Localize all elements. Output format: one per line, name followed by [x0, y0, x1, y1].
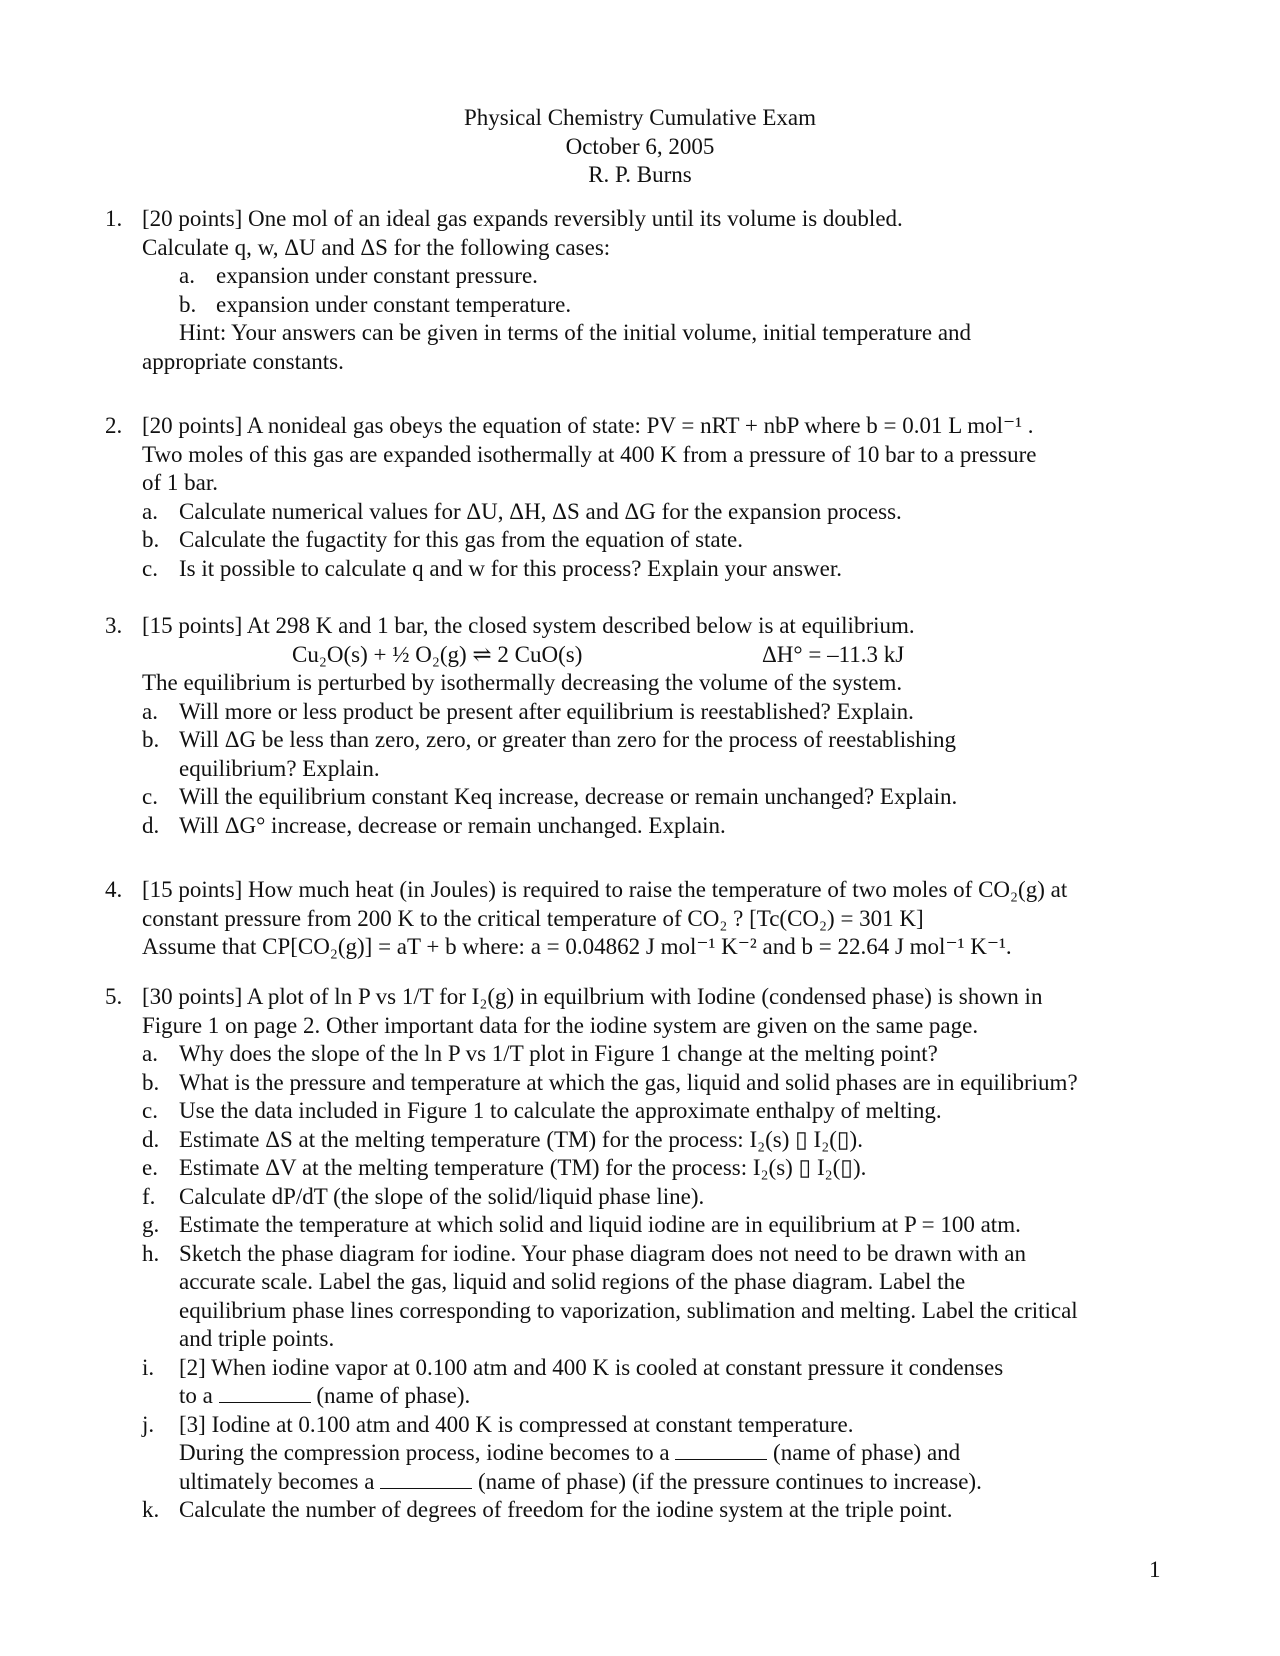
reaction-equation: [142, 641, 1195, 670]
question-text: The equilibrium is perturbed by isothermally decreasing the volume of the system.: [142, 670, 903, 695]
subquestion-j: j. [3] Iodine at 0.100 atm and 400 K is compressed at constant temperature.: [142, 1411, 854, 1437]
subquestion-g: g. Estimate the temperature at which solid and liquid iodine are in equilibrium at P = 100 atm.: [142, 1212, 1021, 1237]
subquestion-j-cont: During the compression process, iodine becomes to a (name of phase) and: [179, 1440, 961, 1465]
subquestion-c: c. Will the equilibrium constant Keq increase, decrease or remain unchanged? Explain.: [142, 784, 958, 809]
question-number: 1.: [105, 206, 123, 231]
subquestion-a: a. Will more or less product be present after equilibrium is reestablished? Explain.: [142, 698, 914, 724]
question-3: [105, 612, 1195, 840]
question-text: constant pressure from 200 K to the critical temperature of CO₂ ? [Tc(CO₂) = 301 K]: [142, 905, 924, 931]
exam-title: Physical Chemistry Cumulative Exam: [464, 105, 816, 130]
subquestion-h-cont: accurate scale. Label the gas, liquid and solid regions of the phase diagram. Label the: [179, 1269, 966, 1294]
subquestion-j-cont: ultimately becomes a (name of phase) (if the pressure continues to increase).: [179, 1468, 982, 1494]
subquestion-c: c. Is it possible to calculate q and w for this process? Explain your answer.: [142, 555, 843, 581]
equation-left: Cu₂O(s) + ½ O₂(g) ⇌ 2 CuO(s): [292, 641, 583, 667]
question-text: Assume that CP[CO₂(g)] = aT + b where: a = 0.04862 J mol⁻¹ K⁻² and b = 22.64 J mol⁻¹ K⁻¹.: [142, 934, 1012, 959]
subquestion-b: b. Will ΔG be less than zero, zero, or greater than zero for the process of reestablishing: [142, 727, 957, 752]
question-4: [105, 876, 1195, 962]
subquestion-i: i. [2] When iodine vapor at 0.100 atm and 400 K is cooled at constant pressure it condenses: [142, 1354, 1004, 1380]
exam-header: [0, 104, 1280, 190]
subquestion-a: a. Calculate numerical values for ΔU, ΔH, ΔS and ΔG for the expansion process.: [142, 498, 902, 524]
subquestion-d: d. Estimate ΔS at the melting temperature (TM) for the process: I₂(s) ▯ I₂(▯).: [142, 1126, 863, 1152]
question-text: Two moles of this gas are expanded isothermally at 400 K from a pressure of 10 bar to a pressure: [142, 441, 1037, 467]
question-5: [105, 983, 1195, 1525]
question-text: [20 points] One mol of an ideal gas expands reversibly until its volume is doubled.: [142, 206, 903, 231]
question-text: [15 points] How much heat (in Joules) is required to raise the temperature of two moles of CO₂(g) at: [142, 877, 1068, 902]
subquestion-h-cont: equilibrium phase lines corresponding to vaporization, sublimation and melting. Label the critical: [179, 1297, 1078, 1323]
subquestion-b-cont: equilibrium? Explain.: [179, 755, 380, 781]
page-number: 1: [1149, 1557, 1161, 1582]
subquestion-k: k. Calculate the number of degrees of freedom for the iodine system at the triple point.: [142, 1497, 953, 1522]
question-number: 5.: [105, 984, 123, 1009]
subquestion-b: b. expansion under constant temperature.: [179, 291, 572, 317]
exam-date: October 6, 2005: [565, 133, 715, 159]
question-text: Calculate q, w, ΔU and ΔS for the following cases:: [142, 234, 611, 260]
exam-author: R. P. Burns: [588, 162, 692, 187]
answer-blank: [219, 1382, 311, 1403]
subquestion-c: c. Use the data included in Figure 1 to calculate the approximate enthalpy of melting.: [142, 1098, 942, 1123]
subquestion-a: a. Why does the slope of the ln P vs 1/T plot in Figure 1 change at the melting point?: [142, 1041, 938, 1066]
hint-text: Hint: Your answers can be given in terms of the initial volume, initial temperature and: [179, 320, 972, 345]
question-2: [105, 412, 1195, 583]
question-1: [105, 205, 1195, 376]
subquestion-e: e. Estimate ΔV at the melting temperature (TM) for the process: I₂(s) ▯ I₂(▯).: [142, 1155, 867, 1180]
answer-blank: [675, 1439, 767, 1460]
subquestion-d: d. Will ΔG° increase, decrease or remain unchanged. Explain.: [142, 812, 726, 838]
question-number: 3.: [105, 613, 123, 638]
subquestion-h-cont: and triple points.: [179, 1326, 335, 1351]
question-text: [15 points] At 298 K and 1 bar, the closed system described below is at equilibrium.: [142, 613, 915, 638]
subquestion-b: b. What is the pressure and temperature at which the gas, liquid and solid phases are in equilibrium?: [142, 1069, 1078, 1095]
question-text: [20 points] A nonideal gas obeys the equation of state: PV = nRT + nbP where b = 0.01 L mol⁻¹ .: [142, 413, 1034, 438]
question-text: of 1 bar.: [142, 470, 219, 495]
hint-text: appropriate constants.: [142, 348, 344, 374]
subquestion-b: b. Calculate the fugactity for this gas from the equation of state.: [142, 527, 743, 552]
subquestion-a: a. expansion under constant pressure.: [179, 263, 538, 288]
subquestion-i-cont: to a (name of phase).: [179, 1383, 471, 1408]
subquestion-f: f. Calculate dP/dT (the slope of the solid/liquid phase line).: [142, 1183, 705, 1209]
question-text: [30 points] A plot of ln P vs 1/T for I₂(g) in equilbrium with Iodine (condensed phase) is shown in: [142, 984, 1043, 1009]
question-number: 2.: [105, 413, 123, 438]
equation-enthalpy: ΔH° = –11.3 kJ: [762, 641, 905, 667]
question-number: 4.: [105, 877, 123, 902]
question-text: Figure 1 on page 2. Other important data for the iodine system are given on the same page.: [142, 1012, 979, 1038]
answer-blank: [380, 1468, 472, 1489]
subquestion-h: h. Sketch the phase diagram for iodine. Your phase diagram does not need to be drawn with an: [142, 1240, 1026, 1266]
